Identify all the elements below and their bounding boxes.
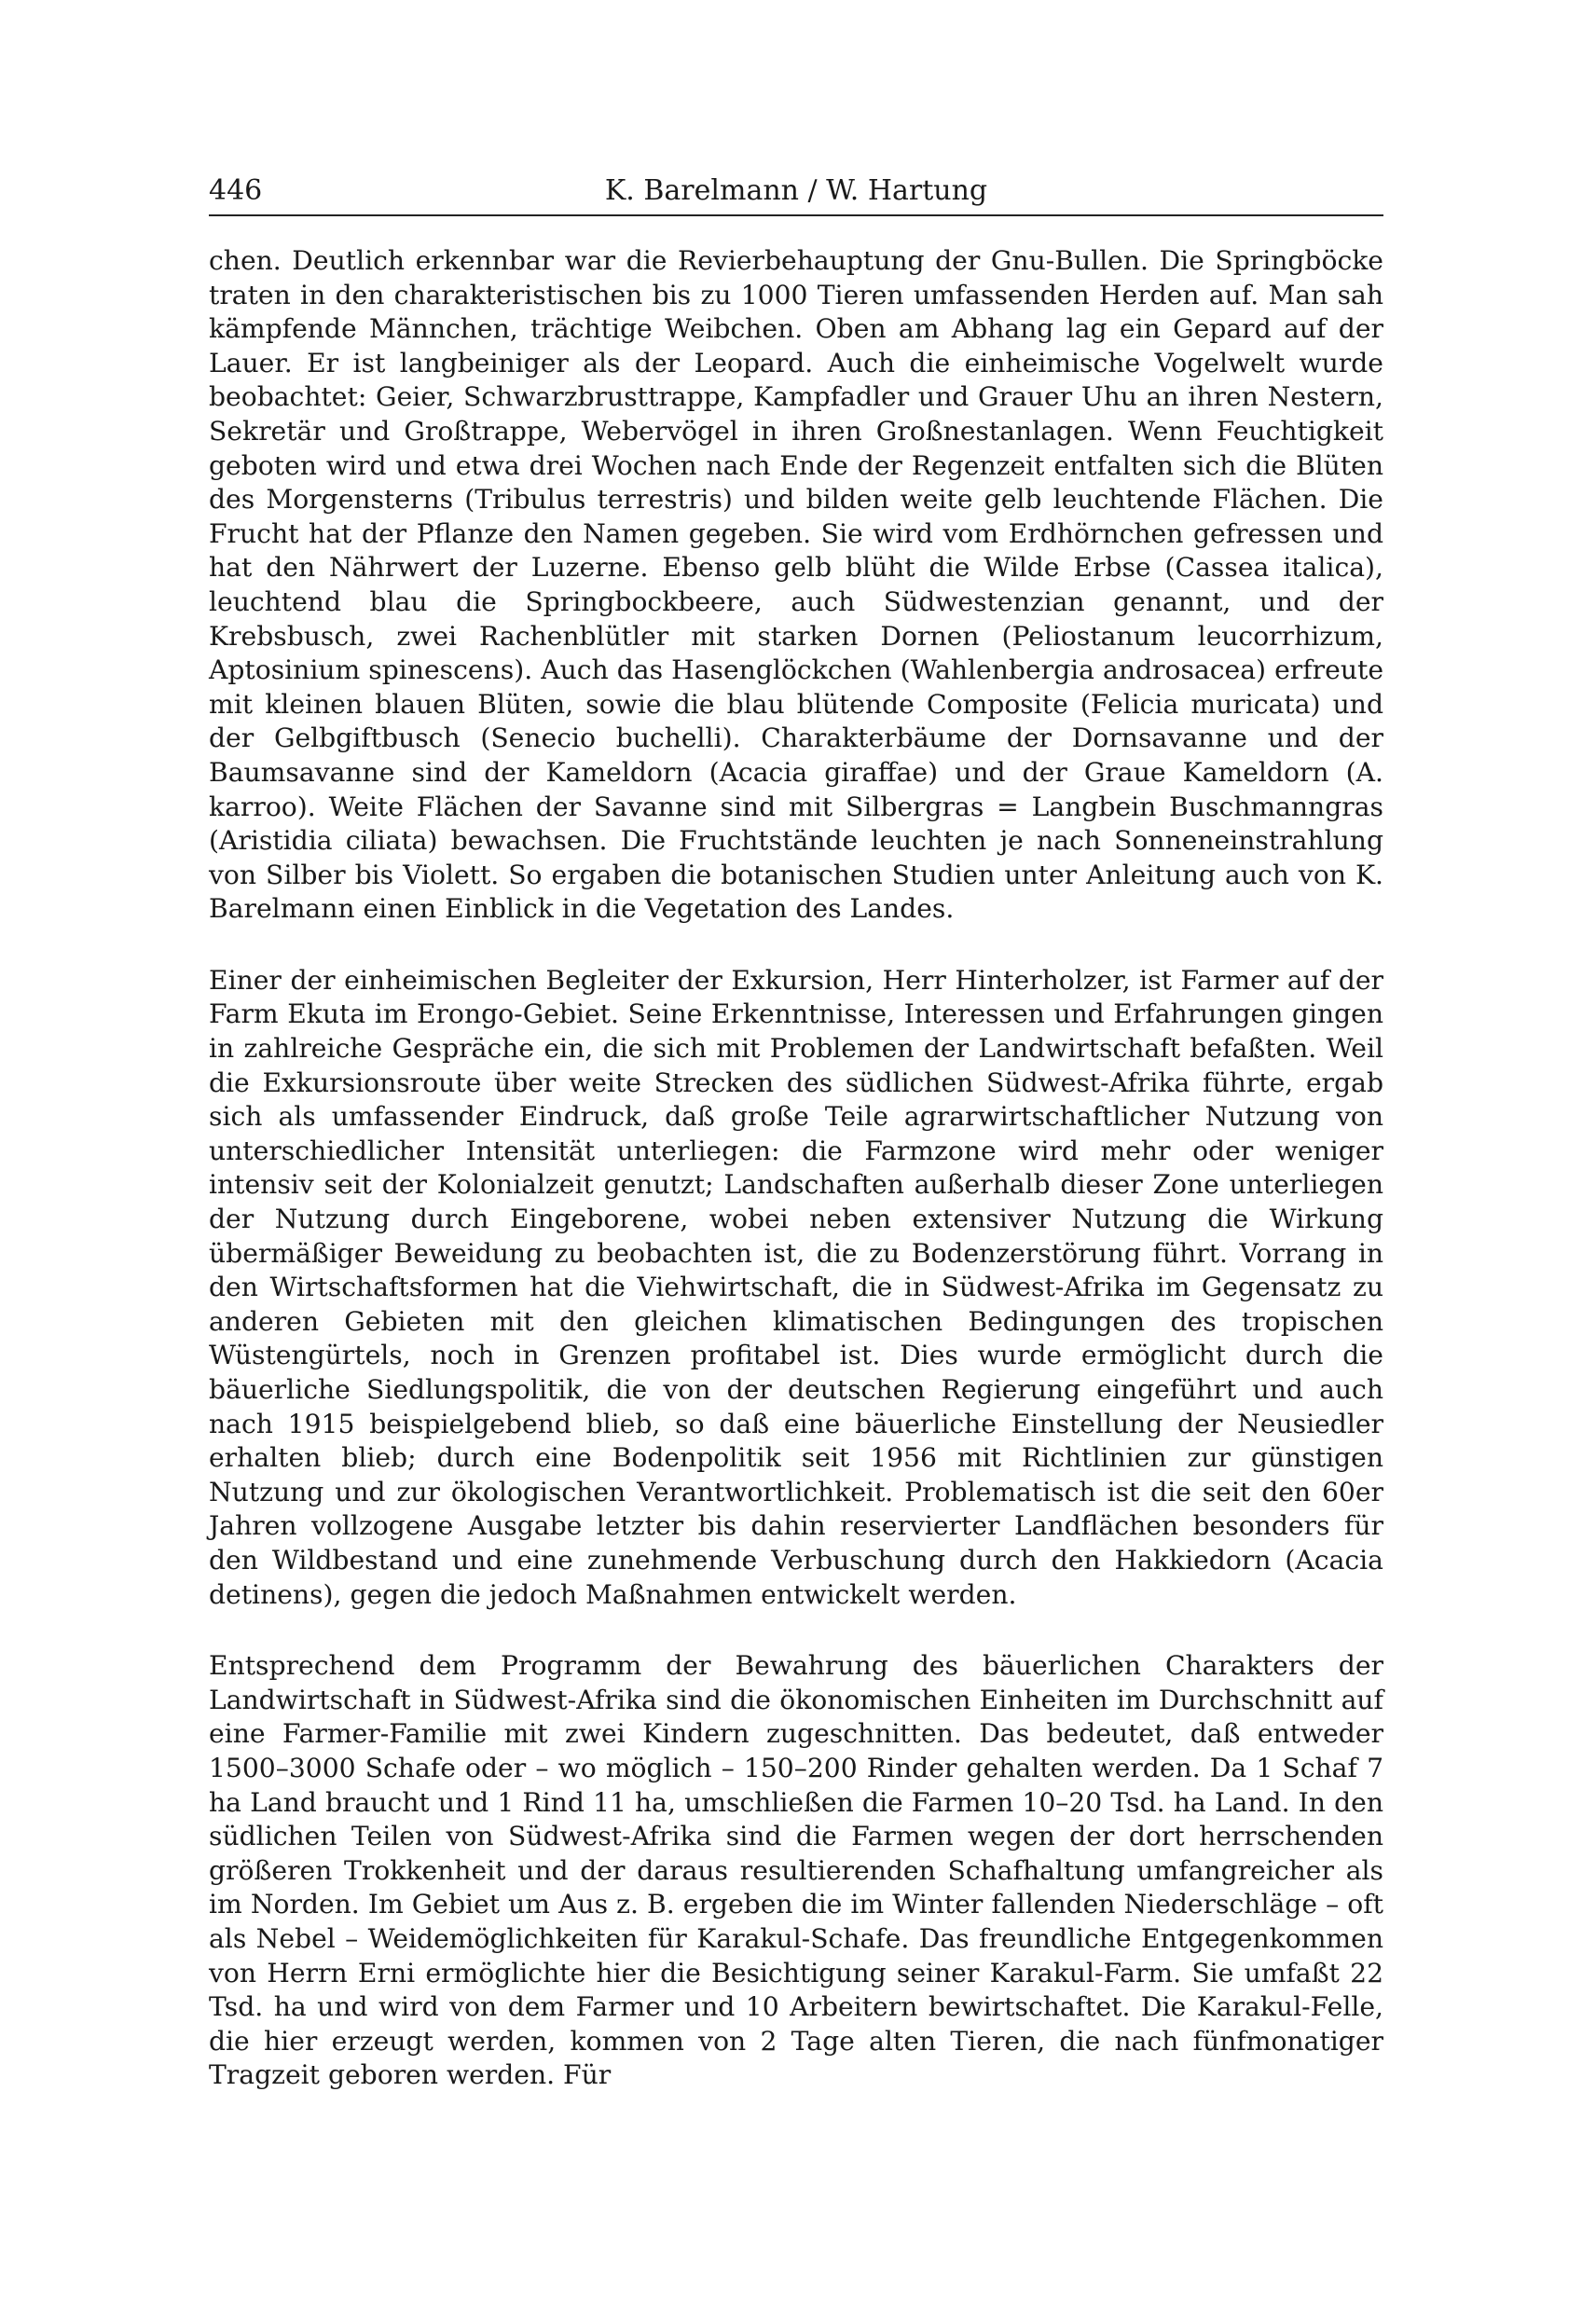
paragraph: chen. Deutlich erkennbar war die Revierbehauptung der Gnu-Bullen. Die Springböcke traten in den charakteristischen bis zu 1000 Tieren umfassenden Herden auf. Man sah kämpfende Männchen, trächtige Weibchen. Oben am Abhang lag ein Gepard auf der Lauer. Er ist langbeiniger als der Leopard. Auch die einheimische Vogelwelt wurde beobachtet: Geier, Schwarzbrusttrappe, Kampfadler und Grauer Uhu an ihren Nestern, Sekretär und Großtrappe, Webervögel in ihren Großnestanlagen. Wenn Feuchtigkeit geboten wird und etwa drei Wochen nach Ende der Regenzeit entfalten sich die Blüten des Morgensterns (Tribulus terrestris) und bilden weite gelb leuchtende Flächen. Die Frucht hat der Pflanze den Namen gegeben. Sie wird vom Erdhörnchen gefressen und hat den Nährwert der Luzerne. Ebenso gelb blüht die Wilde Erbse (Cassea italica), leuchtend blau die Springbockbeere, auch Südwestenzian genannt, und der Krebsbusch, zwei Rachenblütler mit starken Dornen (Peliostanum leucorrhizum, Aptosinium spinescens). Auch das Hasenglöckchen (Wahlenbergia androsacea) erfreute mit kleinen blauen Blüten, sowie die blau blütende Composite (Felicia muricata) und der Gelbgiftbusch (Senecio buchelli). Charakterbäume der Dornsavanne und der Baumsavanne sind der Kameldorn (Acacia giraffae) und der Graue Kameldorn (A. karroo). Weite Flächen der Savanne sind mit Silbergras = Langbein Buschmanngras (Aristidia ciliata) bewachsen. Die Fruchtstände leuchten je nach Sonneneinstrahlung von Silber bis Violett. So ergaben die botanischen Studien unter Anleitung auch von K. Barelmann einen Einblick in die Vegetation des Landes. bbox=[209, 245, 1383, 925]
paragraph: Einer der einheimischen Begleiter der Exkursion, Herr Hinterholzer, ist Farmer auf der Farm Ekuta im Erongo-Gebiet. Seine Erkenntnisse, Interessen und Erfahrungen gingen in zahlreiche Gespräche ein, die sich mit Problemen der Landwirtschaft befaßten. Weil die Exkursionsroute über weite Strecken des südlichen Südwest-Afrika führte, ergab sich als umfassender Eindruck, daß große Teile agrarwirtschaftlicher Nutzung von unterschiedlicher Intensität unterliegen: die Farmzone wird mehr oder weniger intensiv seit der Kolonialzeit genutzt; Landschaften außerhalb dieser Zone unterliegen der Nutzung durch Eingeborene, wobei neben extensiver Nutzung die Wirkung übermäßiger Beweidung zu beobachten ist, die zu Bodenzerstörung führt. Vorrang in den Wirtschaftsformen hat die Viehwirtschaft, die in Südwest-Afrika im Gegensatz zu anderen Gebieten mit den gleichen klimatischen Bedingungen des tropischen Wüstengürtels, noch in Grenzen profitabel ist. Dies wurde ermöglicht durch die bäuerliche Siedlungspolitik, die von der deutschen Regierung eingeführt und auch nach 1915 beispielgebend blieb, so daß eine bäuerliche Einstellung der Neusiedler erhalten blieb; durch eine Bodenpolitik seit 1956 mit Richtlinien zur günstigen Nutzung und zur ökologischen Verantwortlichkeit. Problematisch ist die seit den 60er Jahren vollzogene Ausgabe letzter bis dahin reservierter Landflächen besonders für den Wildbestand und eine zunehmende Verbuschung durch den Hakkiedorn (Acacia detinens), gegen die jedoch Maßnahmen entwickelt werden. bbox=[209, 964, 1383, 1610]
paragraph: Entsprechend dem Programm der Bewahrung des bäuerlichen Charakters der Landwirtschaft in Südwest-Afrika sind die ökonomischen Einheiten im Durchschnitt auf eine Farmer-Familie mit zwei Kindern zugeschnitten. Das bedeutet, daß entweder 1500–3000 Schafe oder – wo möglich – 150–200 Rinder gehalten werden. Da 1 Schaf 7 ha Land braucht und 1 Rind 11 ha, umschließen die Farmen 10–20 Tsd. ha Land. In den südlichen Teilen von Südwest-Afrika sind die Farmen wegen der dort herrschenden größeren Trokkenheit und der daraus resultierenden Schafhaltung umfangreicher als im Norden. Im Gebiet um Aus z. B. ergeben die im Winter fallenden Niederschläge – oft als Nebel – Weidemöglichkeiten für Karakul-Schafe. Das freundliche Entgegenkommen von Herrn Erni ermöglichte hier die Besichtigung seiner Karakul-Farm. Sie umfaßt 22 Tsd. ha und wird von dem Farmer und 10 Arbeitern bewirtschaftet. Die Karakul-Felle, die hier erzeugt werden, kommen von 2 Tage alten Tieren, die nach fünfmonatiger Tragzeit geboren werden. Für bbox=[209, 1650, 1383, 2091]
running-head bbox=[209, 168, 1383, 216]
body-text bbox=[209, 244, 1383, 2093]
page-number: 446 bbox=[209, 174, 263, 207]
running-title: K. Barelmann / W. Hartung bbox=[604, 174, 988, 207]
document-page bbox=[209, 168, 1383, 2093]
